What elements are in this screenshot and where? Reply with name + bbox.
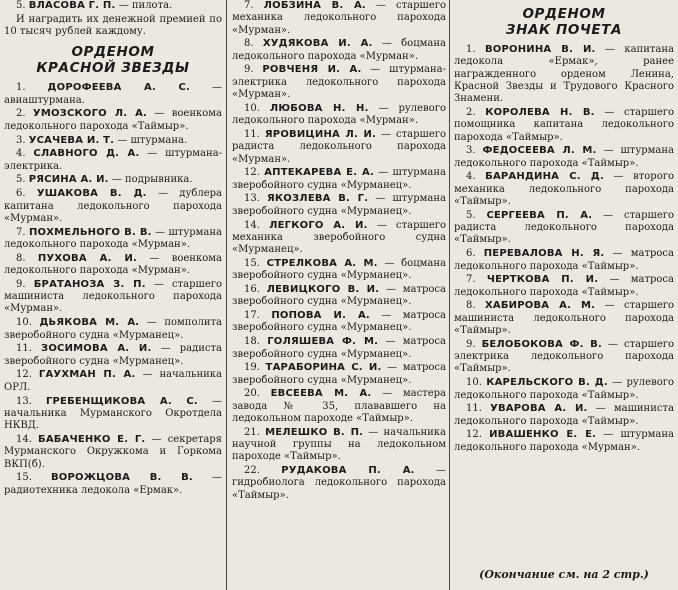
person-name: ЛЕГКОГО А. И. [269, 219, 368, 231]
list-item [4, 343, 222, 368]
list-item [454, 107, 674, 144]
award-note [4, 14, 222, 39]
item-text: — второго механика ледокольного парохода «Таймыр». [454, 171, 674, 208]
item-number: 9. [466, 338, 476, 350]
list-item [454, 339, 674, 376]
list-item [454, 210, 674, 247]
item-number: 4. [466, 171, 476, 183]
award-list-red-star [4, 82, 222, 497]
list-item [232, 129, 446, 166]
list-item [4, 82, 222, 107]
item-number: 8. [16, 252, 26, 264]
list-item [4, 227, 222, 252]
person-name: ЛЕВИЦКОГО В. И. [266, 284, 380, 296]
item-text: — штурмана-электрика. [4, 148, 222, 172]
column-3 [454, 0, 674, 590]
item-text: — радиста зверобойного судна «Мурманец». [4, 343, 223, 367]
person-name: ПОПОВА И. А. [271, 310, 370, 322]
list-item [454, 44, 674, 105]
item-text: — подрывника. [108, 174, 193, 186]
list-item [232, 103, 446, 128]
list-item [4, 434, 222, 471]
person-name: ХАБИРОВА А. М. [484, 300, 596, 312]
section-heading [454, 6, 674, 38]
item-number: 14. [16, 433, 32, 445]
person-name: ФЕДОСЕЕВА Л. М. [482, 145, 597, 157]
list-item [4, 148, 222, 173]
item-text: — штурмана зверобойного судна «Мурманец». [232, 193, 446, 217]
item-text: — старшего механика зверобойного судна «Мурманец». [232, 219, 447, 256]
item-number: 16. [244, 284, 260, 296]
item-number: 11. [244, 128, 260, 140]
item-text: — военкома ледокольного парохода «Мурман». [4, 252, 222, 277]
item-number: 1. [466, 44, 476, 55]
item-text: — матроса зверобойного судна «Мурманец». [232, 336, 446, 360]
item-text: — старшего машиниста ледокольного парохода «Таймыр». [454, 300, 674, 337]
item-number: 10. [16, 317, 32, 329]
item-text: — машиниста ледокольного парохода «Таймыр». [454, 403, 674, 427]
item-number: 12. [466, 429, 482, 441]
item-text: — помполита зверобойного судна «Мурманец». [4, 317, 222, 341]
item-number: 22. [244, 465, 260, 477]
item-text: — секретаря Мурманского Окружкома и Горкома ВКП(б). [4, 433, 222, 470]
person-name: БРАТАНОЗА З. П. [33, 278, 146, 290]
item-text: — штурмана зверобойного судна «Мурманец». [232, 167, 447, 191]
person-name: ГАУХМАН П. А. [38, 369, 136, 381]
person-name: ПЕРЕВАЛОВА Н. Я. [483, 248, 605, 260]
item-number: 19. [244, 362, 260, 374]
person-name: КАРЕЛЬСКОГО В. Д. [486, 377, 608, 389]
item-number: 5. [16, 174, 26, 186]
list-item [4, 188, 222, 225]
list-item [232, 38, 446, 63]
item-text: — матроса зверобойного судна «Мурманец». [232, 284, 446, 308]
person-name: ИВАШЕНКО Е. Е. [489, 429, 597, 441]
list-item [454, 403, 674, 428]
list-item [4, 472, 222, 497]
item-number: 11. [16, 343, 32, 355]
list-item [232, 336, 446, 361]
list-item [232, 64, 446, 101]
item-number: 6. [16, 188, 26, 200]
item-number: 7. [244, 0, 254, 11]
item-text: — начальника Мурманского Окротдела НКВД. [4, 395, 222, 432]
item-number: 9. [244, 64, 254, 76]
item-text: — боцмана зверобойного судна «Мурманец». [232, 257, 446, 282]
list-item [4, 135, 222, 147]
list-item [232, 284, 446, 309]
section-heading [4, 44, 222, 76]
item-text: — рулевого ледокольного парохода «Таймыр». [454, 377, 674, 401]
item-text: — штурмана ледокольного парохода «Мурман». [4, 226, 222, 250]
person-name: ТАРАБОРИНА С. И. [265, 362, 382, 374]
list-item [454, 377, 674, 402]
person-name: СЛАВНОГО Д. А. [33, 148, 140, 160]
column-1 [4, 0, 222, 590]
person-name: ПУХОВА А. И. [37, 252, 138, 264]
list-item [454, 248, 674, 273]
item-number: 1. [16, 82, 26, 94]
item-number: 4. [16, 148, 26, 160]
award-list-badge-of-honor [454, 44, 674, 454]
person-name: ВОРОНИНА В. И. [484, 44, 596, 55]
item-number: 18. [244, 336, 260, 348]
list-item [232, 388, 446, 425]
column-divider [226, 0, 227, 590]
item-text: — матроса ледокольного парохода «Таймыр». [454, 274, 674, 298]
person-name: ЕВСЕЕВА М. А. [270, 388, 372, 400]
item-text: — матроса зверобойного судна «Мурманец». [232, 310, 446, 334]
list-item [232, 310, 446, 335]
person-name: ЧЕРТКОВА П. И. [486, 274, 599, 286]
person-name: ВЛАСОВА Г. П. [28, 0, 116, 11]
item-text: — капитана ледокола «Ермак», ранее награжденного орденом Ленина, Красной Звезды и Трудового Красного Знамени. [454, 44, 674, 105]
list-item [232, 220, 446, 257]
list-item [4, 108, 222, 133]
item-number: 5. [16, 0, 26, 11]
continuation-note: (Окончание см. на 2 стр.) [479, 568, 649, 581]
section-heading-line-2: ЗНАК ПОЧЕТА [505, 22, 623, 38]
item-text: — рулевого ледокольного парохода «Мурман». [232, 102, 446, 127]
item-text: — матроса ледокольного парохода «Таймыр». [454, 248, 674, 272]
item-text: — авиаштурмана. [4, 82, 222, 106]
person-name: УШАКОВА В. Д. [36, 188, 147, 200]
item-number: 6. [466, 248, 476, 260]
person-name: ДЬЯКОВА М. А. [39, 317, 140, 329]
person-name: ПОХМЕЛЬНОГО В. В. [28, 226, 152, 238]
person-name: ЛЮБОВА Н. Н. [269, 102, 369, 114]
item-number: 8. [244, 38, 254, 50]
award-list-red-star-cont [232, 0, 446, 502]
item-text: — матроса зверобойного судна «Мурманец». [232, 362, 446, 386]
item-text: — начальника ОРЛ. [4, 369, 222, 393]
person-name: ДОРОФЕЕВА А. С. [47, 82, 190, 94]
list-item [232, 465, 446, 502]
item-text: — старшего машиниста ледокольного парохода «Мурман». [4, 278, 223, 315]
item-number: 15. [16, 472, 32, 484]
list-item [4, 174, 222, 186]
person-name: СЕРГЕЕВА П. А. [486, 209, 593, 221]
person-name: УВАРОВА А. И. [490, 403, 588, 415]
list-item [4, 369, 222, 394]
item-text: — боцмана ледокольного парохода «Мурман». [232, 38, 446, 62]
column-1-top [4, 0, 222, 38]
item-text: — старшего механика ледокольного парохода «Мурман». [232, 0, 446, 36]
item-text: — мастера завода № 35, плававшего на ледокольном пароходе «Таймыр». [232, 388, 447, 424]
list-item [454, 171, 674, 208]
list-item [232, 0, 446, 37]
person-name: РОВЧЕНЯ И. А. [262, 64, 362, 76]
item-text: — старшего радиста ледокольного парохода «Таймыр». [454, 209, 675, 246]
person-name: БЕЛОБОКОВА Ф. В. [481, 338, 602, 350]
item-number: 21. [244, 426, 260, 438]
list-item [4, 253, 222, 278]
item-text: — военкома ледокольного парохода «Таймыр». [4, 108, 222, 132]
column-divider [449, 0, 450, 590]
item-text: — штурмана ледокольного парохода «Таймыр». [454, 145, 674, 169]
item-number: 3. [466, 145, 476, 157]
list-item [232, 362, 446, 387]
list-item [454, 145, 674, 170]
item-number: 7. [16, 226, 26, 238]
person-name: КОРОЛЕВА Н. В. [485, 106, 595, 118]
item-number: 17. [244, 310, 260, 322]
list-item [232, 193, 446, 218]
item-number: 11. [466, 403, 482, 415]
item-text: — штурмана. [114, 134, 188, 146]
item-number: 13. [244, 193, 260, 205]
section-heading-line-1: ОРДЕНОМ [522, 6, 606, 22]
item-text: — пилота. [115, 0, 173, 11]
list-item [454, 429, 674, 454]
list-item [454, 274, 674, 299]
item-number: 10. [244, 102, 260, 114]
item-text: — дублера капитана ледокольного парохода «Мурман». [4, 188, 222, 224]
person-name: ВОРОЖЦОВА В. В. [50, 472, 193, 484]
item-number: 3. [16, 134, 26, 146]
person-name: БАРАНДИНА С. Д. [485, 171, 604, 183]
list-item [4, 317, 222, 342]
person-name: РУДАКОВА П. А. [281, 465, 415, 477]
person-name: СТРЕЛКОВА А. М. [266, 257, 378, 269]
person-name: РЯСИНА А. И. [28, 174, 109, 186]
list-item [232, 167, 446, 192]
person-name: ЛОБЗИНА В. А. [263, 0, 366, 11]
item-text: — гидробиолога ледокольного парохода «Таймыр». [232, 465, 446, 501]
item-number: 10. [466, 377, 482, 389]
person-name: МЕЛЕШКО В. П. [265, 426, 364, 438]
item-number: 9. [16, 278, 26, 290]
person-name: УСАЧЕВА И. Т. [28, 134, 115, 146]
item-text: — штурмана-электрика ледокольного парохода «Мурман». [232, 64, 447, 101]
list-item [4, 396, 222, 433]
item-text: — начальника научной группы на ледокольном пароходе «Таймыр». [232, 426, 446, 463]
item-text: — радиотехника ледокола «Ермак». [4, 472, 222, 496]
person-name: БАБАЧЕНКО Е. Г. [38, 433, 146, 445]
item-number: 12. [16, 369, 32, 381]
person-name: ЗОСИМОВА А. И. [41, 343, 152, 355]
person-name: ГРЕБЕНЩИКОВА А. С. [45, 395, 198, 407]
section-heading-line-2: КРАСНОЙ ЗВЕЗДЫ [36, 60, 190, 77]
item-number: 20. [244, 388, 260, 400]
list-item [4, 0, 222, 12]
item-number: 8. [466, 300, 476, 312]
item-number: 14. [244, 219, 260, 231]
item-number: 2. [466, 106, 476, 118]
person-name: УМОЗСКОГО Л. А. [32, 108, 148, 120]
item-number: 2. [16, 108, 26, 120]
item-number: 15. [244, 257, 260, 269]
item-number: 5. [466, 209, 476, 221]
item-text: — старшего электрика ледокольного парохода «Таймыр». [454, 338, 674, 375]
list-item [4, 279, 222, 316]
column-2 [232, 0, 446, 590]
item-number: 7. [466, 274, 476, 286]
item-number: 12. [244, 167, 260, 179]
item-text: — штурмана ледокольного парохода «Мурман». [454, 429, 674, 453]
person-name: АПТЕКАРЕВА Е. А. [264, 167, 374, 179]
person-name: ГОЛЯШЕВА Ф. М. [267, 336, 379, 348]
item-number: 13. [16, 395, 32, 407]
person-name: ХУДЯКОВА И. А. [262, 38, 373, 50]
item-text: И наградить их денежной премией по 10 тысяч рублей каждому. [4, 13, 222, 38]
list-item [454, 300, 674, 337]
item-text: — старшего помощника капитана ледокольного парохода «Таймыр». [454, 106, 674, 143]
list-item [232, 427, 446, 464]
item-text: — старшего радиста ледокольного парохода «Мурман». [232, 128, 446, 165]
section-heading-line-1: ОРДЕНОМ [71, 44, 155, 61]
list-item [232, 258, 446, 283]
person-name: ЯКОЗЛЕВА В. Г. [267, 193, 369, 205]
person-name: ЯРОВИЦИНА Л. И. [264, 128, 377, 140]
